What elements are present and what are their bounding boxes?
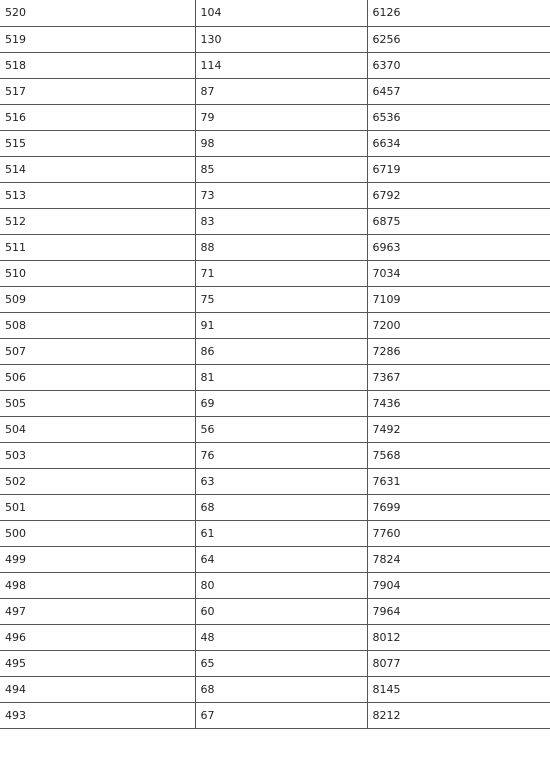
- count-cell: 68: [195, 494, 367, 520]
- count-cell: 75: [195, 286, 367, 312]
- count-cell: 85: [195, 156, 367, 182]
- cumulative-cell: 8077: [367, 650, 550, 676]
- table-row: [0, 702, 550, 728]
- table-row: [0, 286, 550, 312]
- count-cell: 83: [195, 208, 367, 234]
- cumulative-cell: 7699: [367, 494, 550, 520]
- score-cell: 514: [0, 156, 195, 182]
- cumulative-cell: 6370: [367, 52, 550, 78]
- score-cell: 500: [0, 520, 195, 546]
- count-cell: 91: [195, 312, 367, 338]
- score-cell: 519: [0, 26, 195, 52]
- score-cell: 516: [0, 104, 195, 130]
- cumulative-cell: 6875: [367, 208, 550, 234]
- score-cell: 499: [0, 546, 195, 572]
- count-cell: 56: [195, 416, 367, 442]
- count-cell: 63: [195, 468, 367, 494]
- score-cell: 508: [0, 312, 195, 338]
- score-cell: 509: [0, 286, 195, 312]
- cumulative-cell: 7034: [367, 260, 550, 286]
- score-cell: 517: [0, 78, 195, 104]
- table-row: [0, 416, 550, 442]
- count-cell: 73: [195, 182, 367, 208]
- score-cell: 513: [0, 182, 195, 208]
- table-row: [0, 0, 550, 26]
- score-cell: 515: [0, 130, 195, 156]
- table-row: [0, 234, 550, 260]
- count-cell: 81: [195, 364, 367, 390]
- count-cell: 61: [195, 520, 367, 546]
- table-row: [0, 468, 550, 494]
- score-cell: 511: [0, 234, 195, 260]
- count-cell: 80: [195, 572, 367, 598]
- score-cell: 494: [0, 676, 195, 702]
- score-cell: 518: [0, 52, 195, 78]
- table-row: [0, 572, 550, 598]
- table-row: [0, 520, 550, 546]
- score-cell: 495: [0, 650, 195, 676]
- score-cell: 498: [0, 572, 195, 598]
- score-cell: 510: [0, 260, 195, 286]
- table-row: [0, 650, 550, 676]
- cumulative-cell: 7964: [367, 598, 550, 624]
- cumulative-cell: 8012: [367, 624, 550, 650]
- cumulative-cell: 7904: [367, 572, 550, 598]
- score-cell: 520: [0, 0, 195, 26]
- table-row: [0, 208, 550, 234]
- cumulative-cell: 7200: [367, 312, 550, 338]
- cumulative-cell: 7436: [367, 390, 550, 416]
- cumulative-cell: 6792: [367, 182, 550, 208]
- table-row: [0, 104, 550, 130]
- score-cell: 502: [0, 468, 195, 494]
- score-cell: 507: [0, 338, 195, 364]
- table-row: [0, 130, 550, 156]
- cumulative-cell: 6963: [367, 234, 550, 260]
- table-row: [0, 78, 550, 104]
- cumulative-cell: 6536: [367, 104, 550, 130]
- score-cell: 503: [0, 442, 195, 468]
- table-row: [0, 52, 550, 78]
- cumulative-cell: 7286: [367, 338, 550, 364]
- cumulative-cell: 7631: [367, 468, 550, 494]
- table-row: [0, 312, 550, 338]
- score-cell: 505: [0, 390, 195, 416]
- cumulative-cell: 7367: [367, 364, 550, 390]
- cumulative-cell: 6457: [367, 78, 550, 104]
- table-row: [0, 546, 550, 572]
- count-cell: 98: [195, 130, 367, 156]
- table-row: [0, 390, 550, 416]
- count-cell: 64: [195, 546, 367, 572]
- cumulative-cell: 8212: [367, 702, 550, 728]
- count-cell: 88: [195, 234, 367, 260]
- count-cell: 104: [195, 0, 367, 26]
- table-row: [0, 26, 550, 52]
- count-cell: 130: [195, 26, 367, 52]
- table-row: [0, 156, 550, 182]
- count-cell: 68: [195, 676, 367, 702]
- score-cell: 512: [0, 208, 195, 234]
- count-cell: 65: [195, 650, 367, 676]
- cumulative-cell: 6719: [367, 156, 550, 182]
- count-cell: 87: [195, 78, 367, 104]
- table-row: [0, 442, 550, 468]
- cumulative-cell: 7568: [367, 442, 550, 468]
- cumulative-cell: 6634: [367, 130, 550, 156]
- cumulative-cell: 8145: [367, 676, 550, 702]
- cumulative-cell: 7824: [367, 546, 550, 572]
- score-cell: 506: [0, 364, 195, 390]
- score-cell: 493: [0, 702, 195, 728]
- table-row: [0, 494, 550, 520]
- table-row: [0, 182, 550, 208]
- count-cell: 79: [195, 104, 367, 130]
- table-row: [0, 676, 550, 702]
- count-cell: 76: [195, 442, 367, 468]
- cumulative-cell: 6256: [367, 26, 550, 52]
- cumulative-cell: 7109: [367, 286, 550, 312]
- score-cell: 501: [0, 494, 195, 520]
- score-cell: 496: [0, 624, 195, 650]
- cumulative-cell: 6126: [367, 0, 550, 26]
- count-cell: 114: [195, 52, 367, 78]
- count-cell: 86: [195, 338, 367, 364]
- table-row: [0, 598, 550, 624]
- score-cell: 504: [0, 416, 195, 442]
- table-row: [0, 624, 550, 650]
- count-cell: 69: [195, 390, 367, 416]
- cumulative-cell: 7492: [367, 416, 550, 442]
- table-row: [0, 364, 550, 390]
- count-cell: 71: [195, 260, 367, 286]
- count-cell: 48: [195, 624, 367, 650]
- score-cell: 497: [0, 598, 195, 624]
- table-row: [0, 260, 550, 286]
- table-row: [0, 338, 550, 364]
- count-cell: 67: [195, 702, 367, 728]
- count-cell: 60: [195, 598, 367, 624]
- cumulative-cell: 7760: [367, 520, 550, 546]
